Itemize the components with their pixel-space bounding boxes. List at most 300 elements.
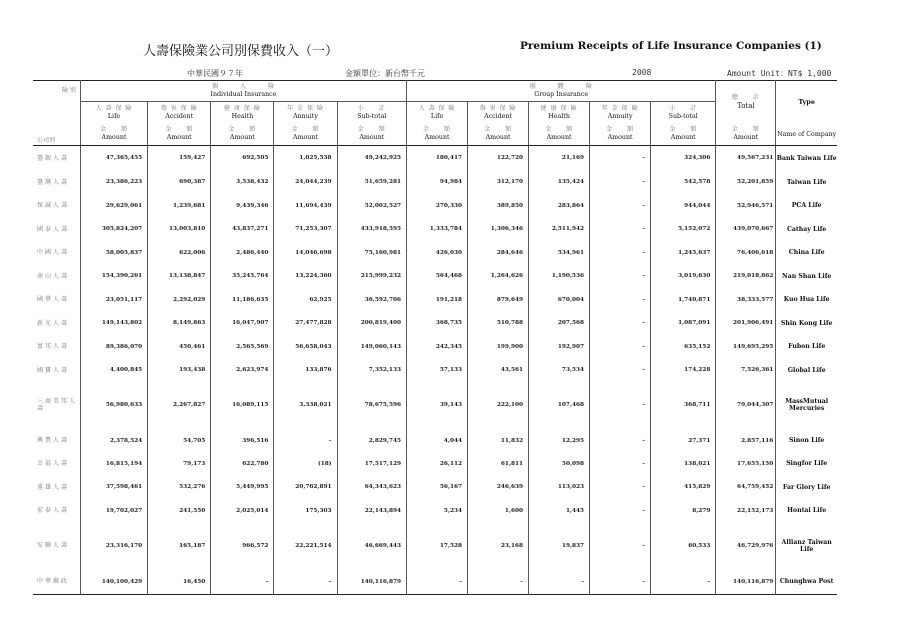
amount-cell: 368,735 — [407, 311, 468, 334]
amount-cell: 56,980,633 — [80, 382, 147, 429]
amount-header-zh: 金 額 — [423, 126, 452, 134]
amount-cell: 534,961 — [529, 241, 590, 264]
amount-header-zh: 金 額 — [669, 126, 698, 134]
amount-cell: 37,598,461 — [80, 476, 147, 499]
amount-cell: 17,517,129 — [337, 452, 406, 475]
sub-header-en: Accident — [484, 112, 513, 120]
sub-header-zh: 年 金 保 險 — [287, 104, 324, 112]
company-name-zh: 安聯人壽 — [33, 523, 80, 570]
amount-cell: 149,060,143 — [337, 335, 406, 358]
amount-cell: 122,720 — [468, 146, 529, 171]
amount-cell: 19,837 — [529, 523, 590, 570]
amount-cell: 2,511,942 — [529, 218, 590, 241]
amount-header-en: Amount — [733, 134, 759, 142]
amount-cell: 113,023 — [529, 476, 590, 499]
amount-cell: 89,386,070 — [80, 335, 147, 358]
amount-cell: 426,030 — [407, 241, 468, 264]
amount-cell: (18) — [274, 452, 337, 475]
amount-cell: 19,702,027 — [80, 499, 147, 522]
amount-cell: 1,087,091 — [651, 311, 716, 334]
amount-cell: 1,306,346 — [468, 218, 529, 241]
company-name-zh: 國泰人壽 — [33, 218, 80, 241]
amount-cell: 62,925 — [274, 288, 337, 311]
amount-cell: 16,089,115 — [211, 382, 274, 429]
amount-cell: 20,762,891 — [274, 476, 337, 499]
total-cell: 52,946,571 — [716, 194, 776, 217]
amount-cell: 22,221,514 — [274, 523, 337, 570]
amount-header-en: Amount — [101, 134, 127, 142]
amount-cell: 389,850 — [468, 194, 529, 217]
total-cell: 439,070,667 — [716, 218, 776, 241]
amount-cell: 2,565,569 — [211, 335, 274, 358]
amount-cell: 450,461 — [148, 335, 211, 358]
sub-header-en: Life — [430, 112, 444, 120]
group-insurance-en: Group Insurance — [534, 90, 589, 98]
company-name-zh: 國華人壽 — [33, 288, 80, 311]
total-cell: 49,567,231 — [716, 146, 776, 171]
amount-cell: 200,819,400 — [337, 311, 406, 334]
total-cell: 52,201,859 — [716, 171, 776, 194]
table-row — [33, 476, 837, 499]
amount-cell: 24,044,239 — [274, 171, 337, 194]
amount-header-en: Amount — [229, 134, 255, 142]
amount-cell: 1,025,538 — [274, 146, 337, 171]
amount-cell: – — [590, 311, 651, 334]
amount-cell: 78,675,596 — [337, 382, 406, 429]
amount-cell: 23,168 — [468, 523, 529, 570]
company-name-en: China Life — [788, 249, 825, 257]
company-name-zh: 中華郵政 — [33, 569, 80, 594]
amount-cell: 11,186,635 — [211, 288, 274, 311]
amount-cell: 532,276 — [148, 476, 211, 499]
sub-header-en: Annuity — [607, 112, 633, 120]
amount-cell: 207,568 — [529, 311, 590, 334]
amount-cell: 52,002,527 — [337, 194, 406, 217]
amount-cell: 165,187 — [148, 523, 211, 570]
amount-cell: 22,143,894 — [337, 499, 406, 522]
amount-cell: – — [590, 194, 651, 217]
table-row — [33, 241, 837, 264]
amount-cell: 36,592,706 — [337, 288, 406, 311]
table-row — [33, 523, 837, 570]
amount-cell: 215,999,232 — [337, 264, 406, 287]
amount-cell: 670,004 — [529, 288, 590, 311]
amount-cell: 622,780 — [211, 452, 274, 475]
amount-cell: 564,468 — [407, 264, 468, 287]
sub-header-6 — [468, 102, 529, 124]
category-header: 險 別 — [33, 81, 80, 102]
amount-header-zh: 金 額 — [606, 126, 635, 134]
company-name-en: Allianz Taiwan Life — [781, 538, 832, 553]
amount-cell: 16,450 — [148, 569, 211, 594]
amount-cell: 46,669,443 — [337, 523, 406, 570]
amount-cell: – — [590, 335, 651, 358]
sub-header-zh: 傷 害 保 險 — [479, 104, 517, 112]
amount-header-zh: 金 額 — [484, 126, 513, 134]
amount-cell: 2,623,974 — [211, 358, 274, 381]
company-name-zh: 宏泰人壽 — [33, 499, 80, 522]
amount-cell: 29,629,061 — [80, 194, 147, 217]
amount-cell: 138,021 — [651, 452, 716, 475]
amount-cell: 75,160,981 — [337, 241, 406, 264]
amount-header-10 — [716, 124, 776, 146]
company-name-en: Shin Kong Life — [780, 319, 833, 327]
amount-cell: 5,152,072 — [651, 218, 716, 241]
sub-header-zh: 健 康 保 險 — [224, 104, 261, 112]
amount-header-en: Amount — [485, 134, 511, 142]
amount-header-0 — [80, 124, 147, 146]
amount-header-en: Amount — [293, 134, 318, 142]
amount-cell: – — [590, 241, 651, 264]
total-cell: 140,116,879 — [716, 569, 776, 594]
sub-header-9 — [651, 102, 716, 124]
sub-header-zh: 小 計 — [669, 104, 698, 112]
amount-header-zh: 金 額 — [100, 126, 129, 134]
amount-cell: 11,832 — [468, 429, 529, 452]
amount-header-1 — [148, 124, 211, 146]
amount-cell: 1,264,626 — [468, 264, 529, 287]
amount-cell: 191,218 — [407, 288, 468, 311]
amount-cell: – — [407, 569, 468, 594]
amount-header-3 — [274, 124, 337, 146]
amount-cell: – — [590, 171, 651, 194]
company-name-zh: 臺灣人壽 — [33, 171, 80, 194]
table-row — [33, 311, 837, 334]
company-name-en: Singfor Life — [786, 460, 828, 468]
individual-insurance-zh: 個 人 險 — [211, 82, 275, 90]
sub-header-4 — [337, 102, 406, 124]
company-name-en: Chunghwa Post — [779, 578, 834, 586]
group-insurance-zh: 團 體 險 — [529, 82, 593, 90]
amount-cell: 54,705 — [148, 429, 211, 452]
sub-header-zh: 傷 害 保 險 — [160, 104, 198, 112]
amount-cell: 27,477,828 — [274, 311, 337, 334]
amount-header-zh: 金 額 — [165, 126, 194, 134]
sub-header-zh: 人 壽 保 險 — [418, 104, 456, 112]
amount-cell: 2,378,524 — [80, 429, 147, 452]
amount-cell: – — [590, 499, 651, 522]
amount-cell: 47,365,455 — [80, 146, 147, 171]
amount-cell: – — [590, 569, 651, 594]
table-row — [33, 499, 837, 522]
amount-header-zh: 金 額 — [731, 126, 760, 134]
title-en: Premium Receipts of Life Insurance Companies (1) — [520, 40, 822, 52]
amount-cell: 26,112 — [407, 452, 468, 475]
amount-cell: 1,190,536 — [529, 264, 590, 287]
amount-cell: 175,303 — [274, 499, 337, 522]
amount-cell: 2,829,745 — [337, 429, 406, 452]
company-name-en: Cathay Life — [786, 225, 827, 233]
amount-cell: – — [590, 288, 651, 311]
amount-cell: 305,824,207 — [80, 218, 147, 241]
premium-table — [33, 80, 837, 595]
company-name-en: Far Glory Life — [782, 483, 831, 491]
total-header-en: Total — [737, 101, 755, 110]
amount-cell: 3,019,630 — [651, 264, 716, 287]
amount-cell: 73,534 — [529, 358, 590, 381]
company-name-zh: 興農人壽 — [33, 429, 80, 452]
sub-header-3 — [274, 102, 337, 124]
amount-cell: 324,306 — [651, 146, 716, 171]
amount-cell: – — [468, 569, 529, 594]
amount-cell: 13,138,847 — [148, 264, 211, 287]
amount-cell: – — [651, 569, 716, 594]
amount-cell: 133,876 — [274, 358, 337, 381]
sub-header-en: Health — [548, 112, 570, 120]
subtitle-year-en: 2008 — [632, 68, 652, 77]
amount-cell: 13,224,360 — [274, 264, 337, 287]
company-name-zh: 新光人壽 — [33, 311, 80, 334]
amount-cell: 94,984 — [407, 171, 468, 194]
amount-cell: – — [274, 429, 337, 452]
amount-cell: – — [274, 569, 337, 594]
amount-cell: 27,371 — [651, 429, 716, 452]
sub-header-en: Sub-total — [668, 112, 698, 120]
amount-cell: 58,005,837 — [80, 241, 147, 264]
amount-cell: 3,338,021 — [274, 382, 337, 429]
sub-header-en: Health — [231, 112, 254, 120]
sub-header-en: Annuity — [293, 112, 318, 120]
sub-header-5 — [407, 102, 468, 124]
amount-header-4 — [337, 124, 406, 146]
amount-header-en: Amount — [424, 134, 450, 142]
amount-header-zh: 金 額 — [228, 126, 257, 134]
amount-header-2 — [211, 124, 274, 146]
company-name-en: PCA Life — [791, 202, 822, 210]
amount-header-7 — [529, 124, 590, 146]
amount-cell: 13,003,810 — [148, 218, 211, 241]
table-row — [33, 452, 837, 475]
group-insurance-header — [407, 81, 716, 102]
amount-cell: – — [211, 569, 274, 594]
amount-cell: 79,173 — [148, 452, 211, 475]
amount-cell: 14,046,698 — [274, 241, 337, 264]
amount-cell: 159,427 — [148, 146, 211, 171]
sub-header-zh: 小 計 — [357, 104, 386, 112]
amount-cell: 199,900 — [468, 335, 529, 358]
amount-cell: 1,600 — [468, 499, 529, 522]
amount-cell: 879,649 — [468, 288, 529, 311]
amount-header-6 — [468, 124, 529, 146]
company-name-zh: 三商美邦人壽 — [33, 382, 80, 429]
table-row — [33, 382, 837, 429]
amount-cell: – — [590, 452, 651, 475]
total-cell: 7,526,361 — [716, 358, 776, 381]
amount-cell: 12,295 — [529, 429, 590, 452]
amount-cell: – — [590, 358, 651, 381]
sub-header-1 — [148, 102, 211, 124]
amount-cell: 56,658,043 — [274, 335, 337, 358]
amount-cell: 17,528 — [407, 523, 468, 570]
amount-cell: 23,316,170 — [80, 523, 147, 570]
sub-header-zh: 人 壽 保 險 — [95, 104, 133, 112]
company-name-zh: 南山人壽 — [33, 264, 80, 287]
amount-cell: 635,152 — [651, 335, 716, 358]
company-name-en: Nan Shan Life — [782, 272, 832, 280]
subtitle-unit-en: Amount Unit：NT$ 1,000 — [727, 69, 832, 78]
company-name-zh: 國寶人壽 — [33, 358, 80, 381]
amount-cell: 966,572 — [211, 523, 274, 570]
corner-spacer — [33, 102, 80, 124]
company-header: 公司別 — [33, 124, 80, 146]
company-name-zh: 中國人壽 — [33, 241, 80, 264]
amount-cell: 242,345 — [407, 335, 468, 358]
amount-cell: 193,438 — [148, 358, 211, 381]
amount-cell: 284,646 — [468, 241, 529, 264]
company-name-zh: 幸福人壽 — [33, 452, 80, 475]
amount-cell: 56,167 — [407, 476, 468, 499]
sub-header-8 — [590, 102, 651, 124]
amount-cell: – — [590, 476, 651, 499]
subtitle-year-zh: 中華民國９７年 — [187, 69, 243, 78]
amount-cell: 107,468 — [529, 382, 590, 429]
company-name-en: Bank Taiwan Life — [776, 154, 837, 162]
amount-cell: 8,279 — [651, 499, 716, 522]
amount-cell: 433,918,595 — [337, 218, 406, 241]
amount-cell: 270,330 — [407, 194, 468, 217]
amount-cell: 2,267,827 — [148, 382, 211, 429]
amount-cell: 246,639 — [468, 476, 529, 499]
table-row — [33, 146, 837, 171]
amount-cell: 368,711 — [651, 382, 716, 429]
total-cell: 201,906,491 — [716, 311, 776, 334]
name-of-company-header: Name of Company — [776, 124, 837, 146]
amount-cell: – — [590, 523, 651, 570]
company-name-zh: 保誠人壽 — [33, 194, 80, 217]
amount-header-row — [33, 124, 837, 146]
table-row — [33, 194, 837, 217]
amount-cell: 39,143 — [407, 382, 468, 429]
company-name-en: Fubon Life — [788, 343, 826, 351]
total-cell: 64,759,452 — [716, 476, 776, 499]
amount-cell: 5,234 — [407, 499, 468, 522]
amount-cell: 222,100 — [468, 382, 529, 429]
amount-cell: 2,025,014 — [211, 499, 274, 522]
amount-cell: 140,100,429 — [80, 569, 147, 594]
amount-cell: 1,245,637 — [651, 241, 716, 264]
amount-cell: 622,006 — [148, 241, 211, 264]
total-header-zh: 總 計 — [731, 93, 760, 101]
amount-cell: 396,516 — [211, 429, 274, 452]
amount-cell: 64,343,623 — [337, 476, 406, 499]
table-body — [33, 146, 837, 595]
table-row — [33, 358, 837, 381]
amount-cell: 690,387 — [148, 171, 211, 194]
total-cell: 22,152,173 — [716, 499, 776, 522]
amount-cell: 1,740,871 — [651, 288, 716, 311]
table-row — [33, 335, 837, 358]
amount-cell: 35,245,764 — [211, 264, 274, 287]
amount-cell: 944,044 — [651, 194, 716, 217]
amount-cell: 60,533 — [651, 523, 716, 570]
amount-header-5 — [407, 124, 468, 146]
amount-cell: 4,400,845 — [80, 358, 147, 381]
amount-cell: 57,133 — [407, 358, 468, 381]
amount-cell: 174,228 — [651, 358, 716, 381]
company-name-zh: 富邦人壽 — [33, 335, 80, 358]
table-row — [33, 288, 837, 311]
sub-header-zh: 年 金 保 險 — [601, 104, 639, 112]
company-name-en: Sinon Life — [788, 436, 825, 444]
amount-header-zh: 金 額 — [357, 126, 386, 134]
amount-cell: 415,829 — [651, 476, 716, 499]
amount-cell: 23,051,117 — [80, 288, 147, 311]
total-cell: 79,044,307 — [716, 382, 776, 429]
company-name-en: MassMutual Mercuries — [785, 398, 829, 413]
amount-cell: 11,694,439 — [274, 194, 337, 217]
sub-header-0 — [80, 102, 147, 124]
total-cell: 17,655,150 — [716, 452, 776, 475]
amount-cell: 510,788 — [468, 311, 529, 334]
total-cell: 2,857,116 — [716, 429, 776, 452]
table-row — [33, 171, 837, 194]
amount-header-zh: 金 額 — [545, 126, 574, 134]
amount-header-en: Amount — [607, 134, 633, 142]
amount-cell: – — [590, 429, 651, 452]
amount-cell: 51,659,281 — [337, 171, 406, 194]
amount-cell: 71,253,307 — [274, 218, 337, 241]
amount-cell: – — [529, 569, 590, 594]
table-row — [33, 429, 837, 452]
amount-cell: 9,439,346 — [211, 194, 274, 217]
amount-cell: 16,815,194 — [80, 452, 147, 475]
amount-cell: 154,390,261 — [80, 264, 147, 287]
sub-header-zh: 健 康 保 險 — [540, 104, 578, 112]
amount-cell: – — [590, 146, 651, 171]
amount-cell: 3,538,432 — [211, 171, 274, 194]
sub-header-2 — [211, 102, 274, 124]
amount-cell: 1,239,681 — [148, 194, 211, 217]
amount-cell: 692,505 — [211, 146, 274, 171]
amount-cell: 49,242,925 — [337, 146, 406, 171]
amount-cell: 43,561 — [468, 358, 529, 381]
amount-header-en: Amount — [166, 134, 192, 142]
amount-cell: 542,578 — [651, 171, 716, 194]
total-cell: 219,018,862 — [716, 264, 776, 287]
amount-cell: 50,098 — [529, 452, 590, 475]
amount-cell: 61,811 — [468, 452, 529, 475]
amount-header-en: Amount — [546, 134, 572, 142]
amount-cell: 283,864 — [529, 194, 590, 217]
amount-cell: 180,417 — [407, 146, 468, 171]
amount-cell: 149,143,802 — [80, 311, 147, 334]
company-name-en: Hontai Life — [787, 507, 827, 515]
amount-cell: 140,116,879 — [337, 569, 406, 594]
amount-cell: 2,486,440 — [211, 241, 274, 264]
amount-cell: 5,449,995 — [211, 476, 274, 499]
amount-cell: 2,292,029 — [148, 288, 211, 311]
total-cell: 38,333,577 — [716, 288, 776, 311]
amount-header-8 — [590, 124, 651, 146]
amount-cell: 43,837,271 — [211, 218, 274, 241]
company-name-zh: 遠雄人壽 — [33, 476, 80, 499]
company-name-en: Taiwan Life — [786, 178, 827, 186]
sub-header-en: Sub-total — [357, 112, 387, 120]
amount-header-en: Amount — [359, 134, 385, 142]
amount-cell: 8,149,863 — [148, 311, 211, 334]
subtitle-unit-zh: 金額單位：新台幣千元 — [345, 69, 425, 78]
company-name-en: Global Life — [787, 366, 826, 374]
type-header: Type — [776, 81, 837, 124]
title-zh: 人壽保險業公司別保費收入（一） — [143, 44, 339, 59]
table-row — [33, 264, 837, 287]
total-header — [716, 81, 776, 124]
amount-cell: 21,169 — [529, 146, 590, 171]
individual-insurance-en: Individual Insurance — [210, 90, 277, 98]
sub-header-7 — [529, 102, 590, 124]
table-row — [33, 569, 837, 594]
amount-header-9 — [651, 124, 716, 146]
